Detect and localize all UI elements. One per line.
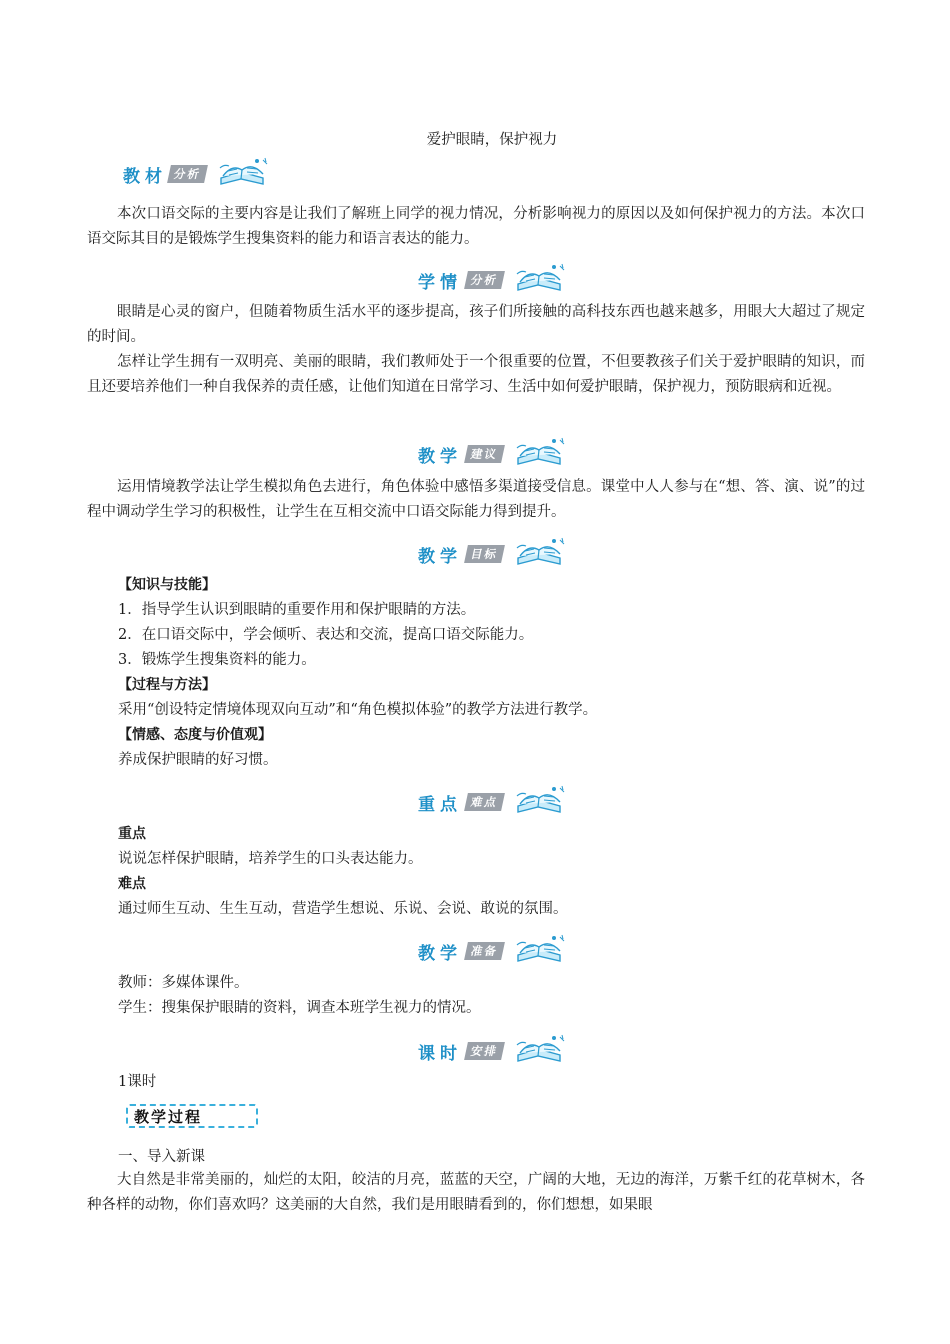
section-teaching-process [120, 1102, 265, 1128]
section-sub-label: 目标 [464, 545, 505, 563]
student-paragraph-2: 怎样让学生拥有一双明亮、美丽的眼睛，我们教师处于一个很重要的位置，不但要教孩子们关于爱护眼睛的知识，而且还要培养他们一种自我保养的责任感，让他们知道在日常学习、生活中如何爱护眼睛，保护视力，预防眼病和近视。 [87, 354, 865, 395]
section-main-label: 学情 [418, 273, 462, 293]
section-main-label: 教学 [418, 944, 462, 964]
section-teaching-prep [418, 933, 568, 963]
section-sub-label: 分析 [464, 271, 505, 289]
open-book-icon [514, 784, 566, 814]
key-title: 重点 [118, 826, 146, 842]
section-main-label: 课时 [418, 1044, 462, 1064]
student-paragraph-1: 眼睛是心灵的窗户，但随着物质生活水平的逐步提高，孩子们所接触的高科技东西也越来越多，用眼大大超过了规定的时间。 [87, 304, 865, 345]
process-method-text: 采用“创设特定情境体现双向互动”和“角色模拟体验”的教学方法进行教学。 [118, 702, 598, 718]
prep-teacher: 教师：多媒体课件。 [118, 975, 249, 991]
open-book-icon [514, 1033, 566, 1063]
intro-paragraph: 大自然是非常美丽的，灿烂的太阳，皎洁的月亮，蓝蓝的天空，广阔的大地，无边的海洋，万紫千红的花草树木，各种各样的动物，你们喜欢吗？这美丽的大自然，我们是用眼睛看到的，你们想想，如果眼 [87, 1172, 865, 1213]
hard-title: 难点 [118, 876, 146, 892]
open-book-icon [514, 536, 566, 566]
section-main-label: 教学 [418, 547, 462, 567]
knowledge-item-2: 2．在口语交际中，学会倾听、表达和交流，提高口语交际能力。 [118, 627, 534, 643]
section-main-label: 重点 [418, 795, 462, 815]
open-book-icon [217, 156, 269, 186]
knowledge-item-3: 3．锻炼学生搜集资料的能力。 [118, 652, 316, 668]
prep-student: 学生：搜集保护眼睛的资料，调查本班学生视力的情况。 [118, 1000, 481, 1016]
page-title: 爱护眼睛，保护视力 [426, 132, 558, 148]
material-paragraph: 本次口语交际的主要内容是让我们了解班上同学的视力情况，分析影响视力的原因以及如何保护视力的方法。本次口语交际其目的是锻炼学生搜集资料的能力和语言表达的能力。 [87, 206, 865, 247]
process-label: 教学过程 [134, 1108, 203, 1126]
section-main-label: 教材 [123, 167, 167, 187]
advice-paragraph: 运用情境教学法让学生模拟角色去进行，角色体验中感悟多渠道接受信息。课堂中人人参与在“想、答、演、说”的过程中调动学生学习的积极性，让学生在互相交流中口语交际能力得到提升。 [87, 479, 865, 520]
emotion-title: 【情感、态度与价值观】 [118, 727, 272, 743]
section-student-analysis [418, 262, 568, 292]
hard-text: 通过师生互动、生生互动，营造学生想说、乐说、会说、敢说的氛围。 [118, 901, 568, 917]
knowledge-item-1: 1．指导学生认识到眼睛的重要作用和保护眼睛的方法。 [118, 602, 476, 618]
schedule-text: 1课时 [118, 1074, 157, 1090]
open-book-icon [514, 933, 566, 963]
section-sub-label: 安排 [464, 1042, 505, 1060]
open-book-icon [514, 436, 566, 466]
section-key-points [418, 784, 568, 814]
section-teaching-advice [418, 436, 568, 466]
section-schedule [418, 1033, 568, 1063]
emotion-text: 养成保护眼睛的好习惯。 [118, 752, 278, 768]
knowledge-title: 【知识与技能】 [118, 577, 216, 593]
section-teaching-goal [418, 536, 568, 566]
section-sub-label: 分析 [167, 165, 208, 183]
open-book-icon [514, 262, 566, 292]
section-sub-label: 难点 [464, 793, 505, 811]
section-main-label: 教学 [418, 447, 462, 467]
process-step-1: 一、导入新课 [118, 1149, 205, 1165]
key-text: 说说怎样保护眼睛，培养学生的口头表达能力。 [118, 851, 423, 867]
section-sub-label: 准备 [464, 942, 505, 960]
section-material-analysis [123, 156, 273, 186]
section-sub-label: 建议 [464, 445, 505, 463]
process-method-title: 【过程与方法】 [118, 677, 216, 693]
